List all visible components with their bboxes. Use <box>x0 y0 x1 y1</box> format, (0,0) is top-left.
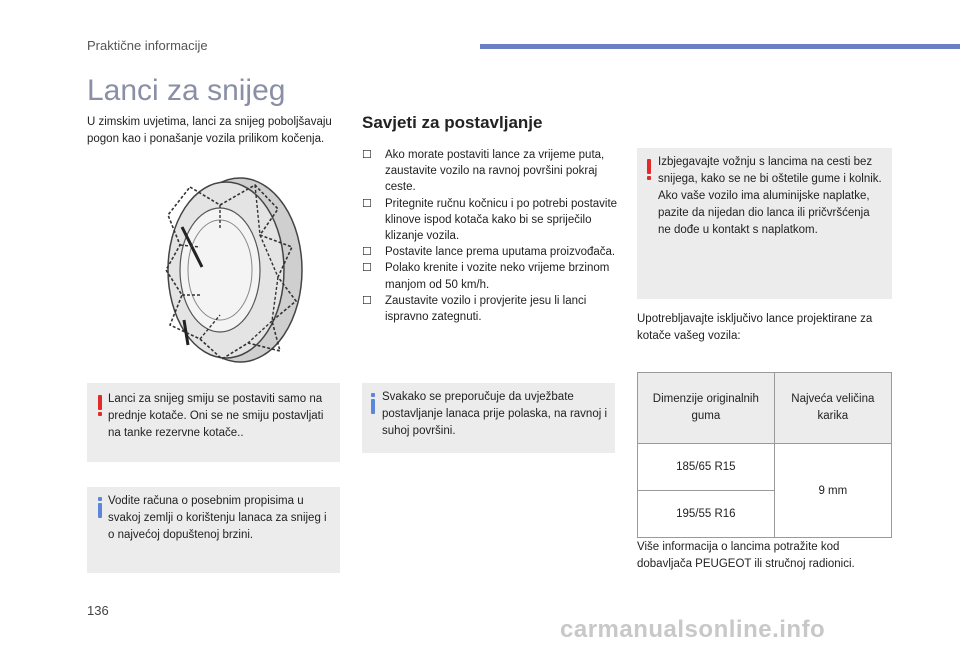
header-max-link-size: Najveća veličina karika <box>774 373 891 444</box>
header-tire-dimensions: Dimenzije originalnih guma <box>638 373 775 444</box>
regulations-info-text: Vodite računa o posebnim propisima u svakoj zemlji o korištenju lanaca za snijeg i o najvećoj dopuštenoj brzini. <box>108 495 327 541</box>
front-wheels-warning-box <box>87 383 340 462</box>
checkbox-icon: ☐ <box>362 197 372 210</box>
installation-tips-heading: Savjeti za postavljanje <box>362 113 543 132</box>
warning-icon <box>98 395 103 416</box>
road-warning-text: Izbjegavajte vožnju s lancima na cesti bez snijega, kako se ne bi oštetile gume i kolnik. Ako vaše vozilo ima aluminijske naplatke, pazite da nijedan dio lanca ili pričvršćenja ne dođe u kontakt s naplatkom. <box>658 156 882 236</box>
header-accent-bar <box>480 44 960 49</box>
page-title: Lanci za snijeg <box>87 74 286 107</box>
road-warning-box <box>637 148 892 299</box>
page-number: 136 <box>87 603 109 618</box>
info-icon <box>98 497 103 518</box>
chain-size-table <box>637 372 892 538</box>
tip-text: Postavite lance prema uputama proizvođača. <box>385 246 616 259</box>
table-row <box>638 444 892 491</box>
warning-icon <box>647 159 652 180</box>
tire-size-cell: 185/65 R15 <box>638 444 775 491</box>
link-size-cell: 9 mm <box>774 444 891 538</box>
tip-text: Pritegnite ručnu kočnicu i po potrebi postavite klinove ispod kotača kako bi se spriječilo klizanje vozila. <box>385 197 618 243</box>
tip-text: Ako morate postaviti lance za vrijeme puta, zaustavite vozilo na ravnoj površini pokraj ceste. <box>385 149 605 194</box>
checkbox-icon: ☐ <box>362 262 372 275</box>
list-item <box>362 244 618 260</box>
checkbox-icon: ☐ <box>362 246 372 259</box>
watermark: carmanualsonline.info <box>560 616 826 643</box>
tire-with-snow-chain-illustration <box>160 175 305 365</box>
info-icon <box>371 393 376 414</box>
tip-text: Zaustavite vozilo i provjerite jesu li lanci ispravno zategnuti. <box>385 294 587 324</box>
more-info-text: Više informacija o lancima potražite kod dobavljača PEUGEOT ili stručnoj radionici. <box>637 541 855 570</box>
installation-tips-list <box>362 147 618 325</box>
front-wheels-warning-text: Lanci za snijeg smiju se postaviti samo na prednje kotače. Oni se ne smiju postavljati na tanke rezervne kotače.. <box>108 393 324 439</box>
section-label: Praktične informacije <box>87 38 208 53</box>
usage-text: Upotrebljavajte isključivo lance projektirane za kotače vašeg vozila: <box>637 313 873 342</box>
tip-text: Polako krenite i vozite neko vrijeme brzinom manjom od 50 km/h. <box>385 262 610 291</box>
list-item <box>362 196 618 245</box>
tire-size-cell: 195/55 R16 <box>638 491 775 538</box>
list-item <box>362 147 618 196</box>
practice-info-text: Svakako se preporučuje da uvježbate postavljanje lanaca prije polaska, na ravnoj i suhoj površini. <box>382 391 608 437</box>
list-item <box>362 293 618 325</box>
regulations-info-box <box>87 487 340 573</box>
table-header-row <box>638 373 892 444</box>
list-item <box>362 260 618 292</box>
checkbox-icon: ☐ <box>362 149 372 161</box>
checkbox-icon: ☐ <box>362 294 372 307</box>
practice-info-box <box>362 383 615 453</box>
intro-paragraph: U zimskim uvjetima, lanci za snijeg poboljšavaju pogon kao i ponašanje vozila prilikom kočenja. <box>87 116 332 145</box>
